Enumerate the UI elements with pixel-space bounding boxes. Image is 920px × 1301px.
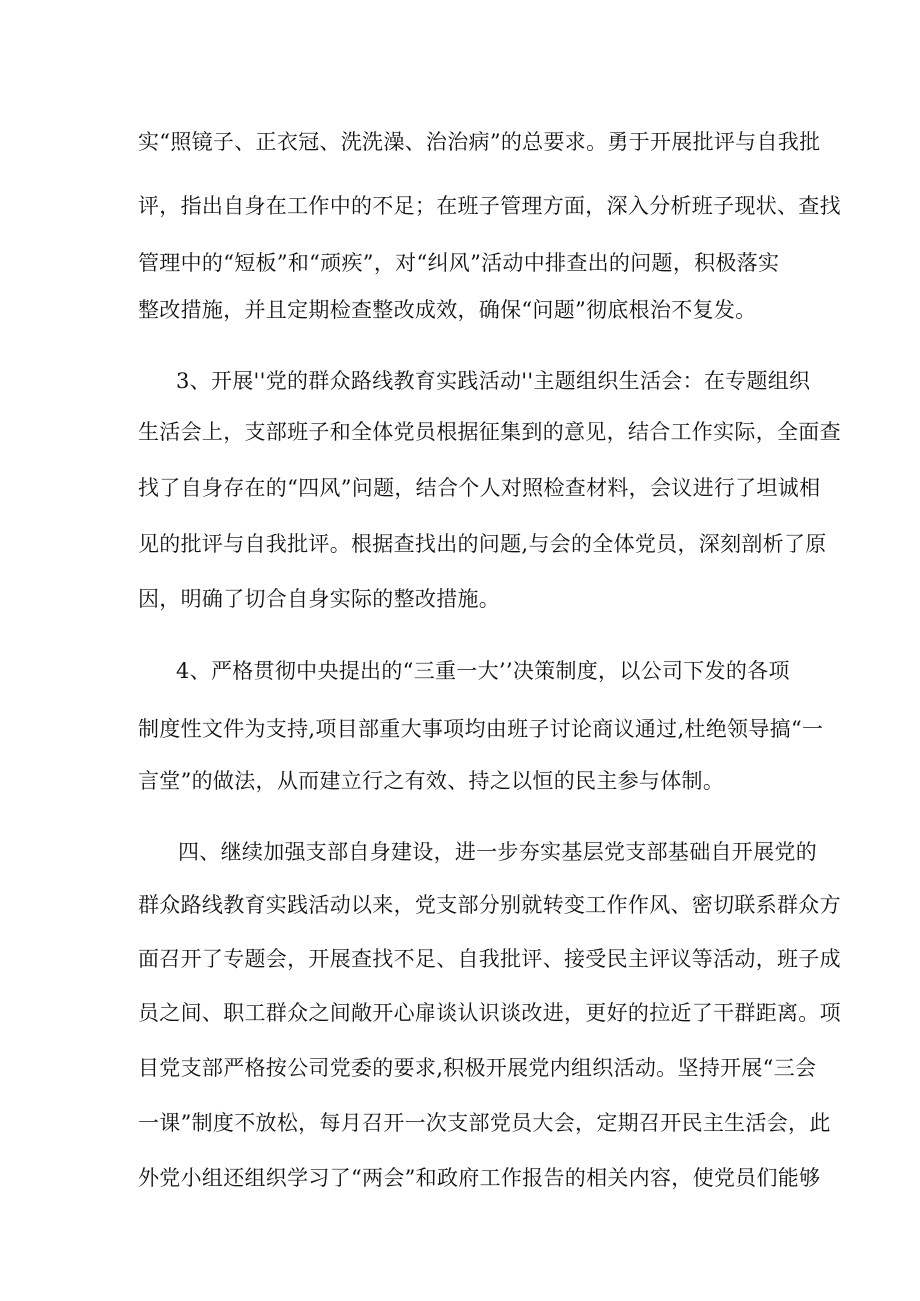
text-line: 员之间、职工群众之间敞开心扉谈认识谈改进，更好的拉近了干群距离。项 [138, 1001, 841, 1025]
text-line: 群众路线教育实践活动以来，党支部分别就转变工作作风、密切联系群众方 [138, 893, 841, 917]
text-line: 找了自身存在的“四风”问题，结合个人对照检查材料，会议进行了坦诚相 [138, 476, 821, 500]
text-line: 实“照镜子、正衣冠、洗洗澡、治治病”的总要求。勇于开展批评与自我批 [138, 130, 821, 154]
text-line: 面召开了专题会，开展查找不足、自我批评、接受民主评议等活动，班子成 [138, 947, 841, 971]
text-line: 外党小组还组织学习了“两会”和政府工作报告的相关内容，使党员们能够 [138, 1166, 821, 1190]
text-line: 3、开展''党的群众路线教育实践活动''主题组织生活会：在专题组织 [176, 369, 811, 393]
text-line: 一课”制度不放松，每月召开一次支部党员大会，定期召开民主生活会，此 [138, 1111, 831, 1135]
text-line: 见的批评与自我批评。根据查找出的问题,与会的全体党员，深刻剖析了原 [138, 532, 827, 556]
text-line: 整改措施，并且定期检查整改成效，确保“问题”彻底根治不复发。 [138, 298, 757, 322]
text-line: 管理中的“短板”和“顽疾”，对“纠风”活动中排查出的问题，积极落实 [138, 251, 780, 275]
text-line: 4、严格贯彻中央提出的“三重一大’’决策制度，以公司下发的各项 [176, 659, 790, 683]
text-line: 生活会上，支部班子和全体党员根据征集到的意见，结合工作实际，全面查 [138, 420, 841, 444]
text-line: 制度性文件为支持,项目部重大事项均由班子讨论商议通过,杜绝领导搞“一 [138, 717, 824, 741]
text-line: 评，指出自身在工作中的不足；在班子管理方面，深入分析班子现状、查找 [138, 194, 841, 218]
text-line: 四、继续加强支部自身建设，进一步夯实基层党支部基础自开展党的 [178, 840, 817, 864]
text-line: 目党支部严格按公司党委的要求,积极开展党内组织活动。坚持开展“三会 [138, 1056, 817, 1080]
text-line: 因，明确了切合自身实际的整改措施。 [138, 587, 501, 611]
text-line: 言堂”的做法，从而建立行之有效、持之以恒的民主参与体制。 [138, 769, 725, 793]
